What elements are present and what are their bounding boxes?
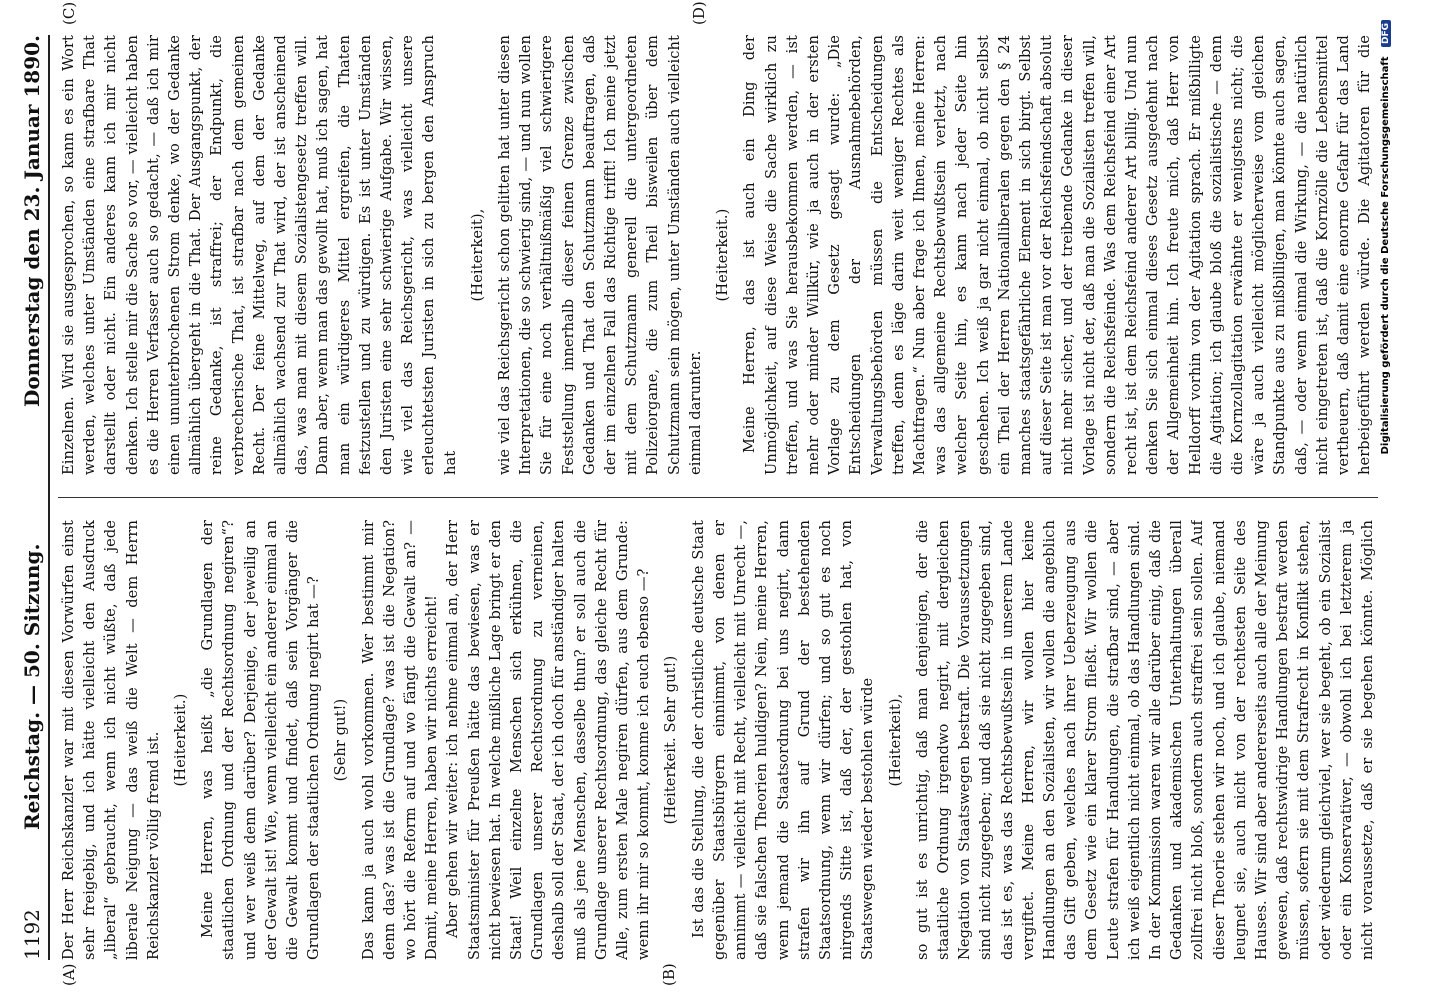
interjection: (Heiterkeit), (468, 208, 486, 302)
paragraph: Das kann ja auch wohl vorkommen. Wer bestimmt mir denn das? was ist die Grundlage? was ist die Negation? wo hört die Reform auf und wo fängt die Gewalt an? — Damit, meine Herren, haben wir nichts erreicht! (359, 520, 441, 960)
paragraph: Meine Herren, was heißt „die Grundlagen der staatlichen Ordnung und der Rechtsordnung negiren“? und wer weiß denn darüber? Derjenige, der jeweilig an der Gewalt ist! Wie, wenn vielleicht ein anderer einmal an die Gewalt kommt und findet, daß sein Vorgänger die Grundlagen der staatlichen Ordnung negirt hat —? (199, 520, 323, 960)
paragraph: wie viel das Reichsgericht schon gelitten hat unter diesen Interpretationen, die so schwierig sind, — und nun wollen Sie für eine noch verhältnißmäßig viel schwierigere Feststellung innerhalb dieser feinen Grenze zwischen Gedanken und That den Schutzmann beauftragen, daß der im einzelnen Fall das Richtige trifft! Ich meine jetzt mit dem Schutzmann generell die untergeordneten Polizeiorgane, die zum Theil bisweilen über dem Schutzmann sein mögen, unter Umständen auch vielleicht einmal darunter. (496, 35, 704, 475)
margin-marker-b: (B) (660, 963, 678, 986)
paragraph: Einzelnen. Wird sie ausgesprochen, so kann es ein Wort werden, welches unter Umständen eine strafbare That darstellt oder nicht. Ein anderes kann ich mir nicht denken. Ich stelle mir die Sache so vor, — vielleicht haben es die Herren Verfasser auch so gedacht, — daß ich mir einen ununterbrochenen Strom denke, wo der Gedanke allmählich übergeht in die That. Der Ausgangspunkt, der reine Gedanke, ist straffrei; der Endpunkt, die verbrecherische That, ist strafbar nach dem gemeinen Recht. Der feine Mittelweg, auf dem der Gedanke allmählich wachsend zur That wird, der ist anscheinend das, was man mit diesem Sozialistengesetz treffen will. Dann aber, wenn man das gewollt hat, muß ich sagen, hat man ein würdigeres Mittel ergreifen, die Thaten festzustellen und zu würdigen. Es ist unter Umständen den Juristen eine sehr schwierige Aufgabe. Wir wissen, wie viel das Reichsgericht, was vielleicht unsere erleuchtetsten Juristen in sich zu bergen den Anspruch hat (60, 35, 459, 475)
digitization-credit (1380, 20, 1398, 680)
page-header (14, 35, 50, 960)
margin-marker-a: (A) (60, 963, 78, 986)
page-number: 1192 (20, 909, 44, 960)
column-divider (58, 497, 1378, 498)
text-column-right (58, 35, 1378, 475)
paragraph: Meine Herren, das ist auch ein Ding der Unmöglichkeit, auf diese Weise die Sache wirklich zu treffen, und was Sie herausbekommen werden, — ist mehr oder minder Willkür, wie ja auch in der ersten Vorlage zu dem Gesetz gesagt wurde: „Die Entscheidungen der Ausnahmebehörden, Verwaltungsbehörden müssen die Entscheidungen treffen, denn es läge darin weit weniger Rechtes als Machtfragen.“ Nun aber frage ich Ihnen, meine Herren: was das allgemeine Rechtsbewußtsein verletzt, nach welcher Seite hin, es kann nach jeder Seite hin geschehen. Ich weiß ja gar nicht einmal, ob nicht selbst ein Theil der Herren Nationalliberalen gegen den § 24 manches staatsgefährliche Element in sich birgt. Selbst auf dieser Seite ist man vor der Reichsfeindschaft absolut nicht mehr sicher, und der treibende Gedanke in dieser Vorlage ist nicht der, daß man die Sozialisten treffen will, sondern die Reichsfeinde. Was dem Reichsfeind einer Art recht ist, ist dem Reichsfeind anderer Art billig. Und nun denken Sie sich einmal dieses Gesetz ausgedehnt nach der Allgemeinheit hin. Ich freute mich, daß Herr von Helldorff vorhin von der Agitation sprach. Er mißbilligte die Agitation; ich glaube bloß die sozialistische — denn die Kornzollagitation erwähnte er wenigstens nicht; die wäre ja auch vielleicht möglicherweise vom gleichen Standpunkte aus zu mißbilligen, man könnte auch sagen, daß, — oder wenn einmal die Wirkung, — die natürlich nicht eingetreten ist, daß die Kornzölle die Lebensmittel vertheuern, daß damit eine enorme Gefahr für das Land herbeigeführt werden würde. Die Agitatoren für die (741, 35, 1374, 475)
paragraph: Aber gehen wir weiter: ich nehme einmal an, der Herr Staatsminister für Preußen hätte das bewiesen, was er nicht bewiesen hat. In welche mißliche Lage bringt er den Staat! Weil einzelne Menschen sich erkühnen, die Grundlagen unserer Rechtsordnung zu verneinen, deshalb soll der Staat, der ich doch für anständiger halten muß als jene Menschen, dasselbe thun? er soll auch die Grundlage unserer Rechtsordnung, das gleiche Recht für Alle, zum ersten Male negiren dürfen, aus dem Grunde: wenn ihr mir so kommt, komme ich euch ebenso —? (444, 520, 653, 960)
paragraph: Der Herr Reichskanzler war mit diesen Vorwürfen einst sehr freigebig, und ich hätte vielleicht den Ausdruck „liberal“ gebraucht, wenn ich nicht wüßte, daß jede liberale Neigung — das weiß die Welt — dem Herrn Reichskanzler völlig fremd ist. (60, 520, 162, 960)
interjection: (Heiterkeit.) (714, 208, 732, 302)
header-session: Reichstag. — 50. Sitzung. (20, 543, 44, 830)
credit-text: Digitalisierung gefördert durch die Deutsche Forschungsgemeinschaft (1380, 56, 1391, 455)
margin-marker-d: (D) (690, 1, 708, 25)
interjection: (Heiterkeit.) (172, 693, 190, 787)
paragraph: Ist das die Stellung, die der christliche deutsche Staat gegenüber Staatsbürgern einnimmt, von denen er annimmt — vielleicht mit Recht, vielleicht mit Unrecht —, daß sie falschen Theorien huldigen? Nein, meine Herren, wenn jemand die Staatsordnung bei uns negirt, dann strafen wir ihn auf Grund der bestehenden Staatsordnung, wenn wir dürfen; und so gut es noch nirgends Sitte ist, daß der, der gestohlen hat, von Staatswegen wieder bestohlen würde (689, 520, 877, 960)
text-column-left (58, 520, 1378, 960)
interjection: (Sehr gut!) (332, 698, 350, 782)
paragraph: so gut ist es unrichtig, daß man denjenigen, der die staatliche Ordnung irgendwo negirt, mit dergleichen Negation von Staatswegen bestraft. Die Voraussetzungen sind nicht zugegeben; und daß sie nicht zugegeben sind, das ist es, was das Rechtsbewußtsein in unserem Lande vergiftet. Meine Herren, wir wollen hier keine Handlungen an den Sozialisten, wir wollen die angeblich das Gift geben, welches nach ihrer Ueberzeugung aus dem Gesetz wie ein klarer Strom fließt. Wir wollen die Leute strafen für Handlungen, die strafbar sind, — aber ich weiß eigentlich nicht einmal, ob das Handlungen sind. In der Kommission waren wir alle darüber einig, daß die Gedanken und akademischen Unterhaltungen überall zollfrei nicht bloß, sondern auch straffrei sein sollen. Auf dieser Theorie stehen wir noch, und ich glaube, niemand leugnet sie, auch nicht von der rechtesten Seite des Hauses. Wir sind aber andererseits auch alle der Meinung gewesen, daß rechtswidrige Handlungen bestraft werden müssen, sofern sie mit dem Strafrecht in Konflikt stehen, oder wiederum gleichviel, wer sie begeht, ob ein Sozialist oder ein Konservativer, — obwohl ich bei letzterem ja nicht voraussetze, daß er sie begehen könnte. Möglich (913, 520, 1376, 960)
margin-marker-c: (C) (60, 1, 78, 25)
header-date: Donnerstag den 23. Januar 1890. (20, 35, 44, 407)
interjection: (Heiterkeit. Sehr gut!) (662, 655, 680, 825)
dfg-logo: DFG (1381, 20, 1391, 47)
interjection: (Heiterkeit), (886, 693, 904, 787)
